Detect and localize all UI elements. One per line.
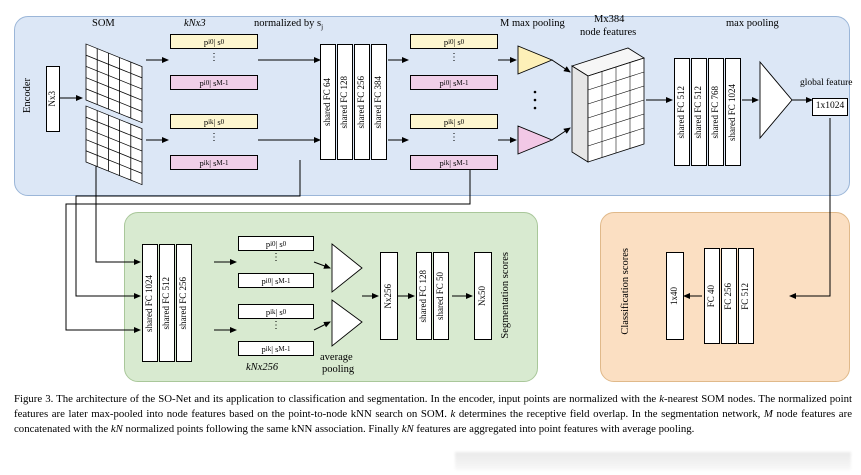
average-pooling-label-2: pooling: [322, 364, 355, 375]
cls-fc-40: FC 40: [704, 248, 720, 344]
nx256-box: Nx256: [380, 252, 398, 340]
seg-shared-fc-256: shared FC 256: [176, 244, 192, 362]
vertical-ellipsis-dots: [534, 91, 537, 110]
shared-fc-384: shared FC 384: [371, 44, 387, 160]
input-nx3-label: Nx3: [47, 91, 58, 107]
ellipsis: ⋮: [449, 132, 459, 143]
seg-feature-first: p ik | s 0: [238, 304, 314, 319]
nx50-box: Nx50: [474, 252, 492, 340]
seg-shared-fc-1024: shared FC 1024: [142, 244, 158, 362]
normalized-block-top: [410, 34, 498, 90]
shared-fc-128: shared FC 128: [337, 44, 353, 160]
normalized-feature-last: p i0 | s M-1: [410, 75, 498, 90]
figure-caption: Figure 3. The architecture of the SO-Net and its application to classification and segmentation. In the encoder, input points are normalized with the k-nearest SOM nodes. The normalized point features are later max-pooled into node features based on the point-to-node kNN search on SOM. k determines the receptive field overlap. In the segmentation network, M node features are concatenated with the kN normalized points following the same kNN association. Finally kN features are aggregated into point features with average pooling.: [14, 393, 852, 435]
shared-fc-1024: shared FC 1024: [725, 58, 741, 166]
point-feature-last: p ik | s M-1: [170, 155, 258, 170]
seg-feature-last: p ik | s M-1: [238, 341, 314, 356]
shared-fc-256: shared FC 256: [354, 44, 370, 160]
seg-shared-fc-512: shared FC 512: [159, 244, 175, 362]
point-feature-first: p i0 | s 0: [170, 34, 258, 49]
point-feature-last: p i0 | s M-1: [170, 75, 258, 90]
normalized-feature-first: p ik | s 0: [410, 114, 498, 129]
ellipsis: ⋮: [271, 252, 281, 263]
seg-shared-fc-128: shared FC 128: [416, 252, 432, 340]
cls-fc-256: FC 256: [721, 248, 737, 344]
seg-shared-fc-50: shared FC 50: [433, 252, 449, 340]
shared-fc-512-b: shared FC 512: [691, 58, 707, 166]
seg-concat-block-top: [238, 236, 314, 288]
cls-fc-512: FC 512: [738, 248, 754, 344]
max-pooling-title: max pooling: [726, 18, 779, 29]
node-feature-cube: [572, 48, 644, 162]
shared-fc-64: shared FC 64: [320, 44, 336, 160]
average-pooling-label-1: average: [320, 352, 353, 363]
normalized-title: normalized by $s_j$: [254, 18, 324, 32]
ellipsis: ⋮: [209, 132, 219, 143]
global-feature-title: global feature: [800, 78, 853, 88]
m-max-pooling-title: M max pooling: [500, 18, 565, 29]
node-features-title-1: Mx384: [594, 14, 625, 25]
input-nx3-box: [46, 66, 60, 132]
node-features-title-2: node features: [580, 27, 637, 38]
normalized-block-bottom: [410, 114, 498, 170]
max-pooling-triangle: [760, 62, 792, 138]
seg-feature-last: p i0 | s M-1: [238, 273, 314, 288]
seg-feature-first: p i0 | s 0: [238, 236, 314, 251]
knx3-block-bottom: [170, 114, 258, 170]
normalized-feature-first: p i0 | s 0: [410, 34, 498, 49]
normalized-feature-last: p ik | s M-1: [410, 155, 498, 170]
shared-fc-512-a: shared FC 512: [674, 58, 690, 166]
render-artifact-overlay: [455, 452, 851, 470]
knx256-label: kNx256: [246, 362, 279, 373]
shared-fc-768: shared FC 768: [708, 58, 724, 166]
seg-concat-block-bottom: [238, 304, 314, 356]
average-pooling-triangles: [332, 244, 362, 346]
knx3-block-top: [170, 34, 258, 90]
ellipsis: ⋮: [271, 320, 281, 331]
ellipsis: ⋮: [209, 52, 219, 63]
som-title: SOM: [92, 18, 115, 29]
classification-scores-label: Classification scores: [620, 248, 631, 335]
som-grid: [86, 44, 142, 185]
ellipsis: ⋮: [449, 52, 459, 63]
segmentation-scores-label: Segmentation scores: [500, 252, 511, 339]
point-feature-first: p ik | s 0: [170, 114, 258, 129]
global-feature-box: 1x1024: [812, 98, 848, 116]
cls-output-box: 1x40: [666, 252, 684, 340]
encoder-side-label: Encoder: [22, 78, 33, 113]
knx3-title: kNx3: [184, 18, 206, 29]
